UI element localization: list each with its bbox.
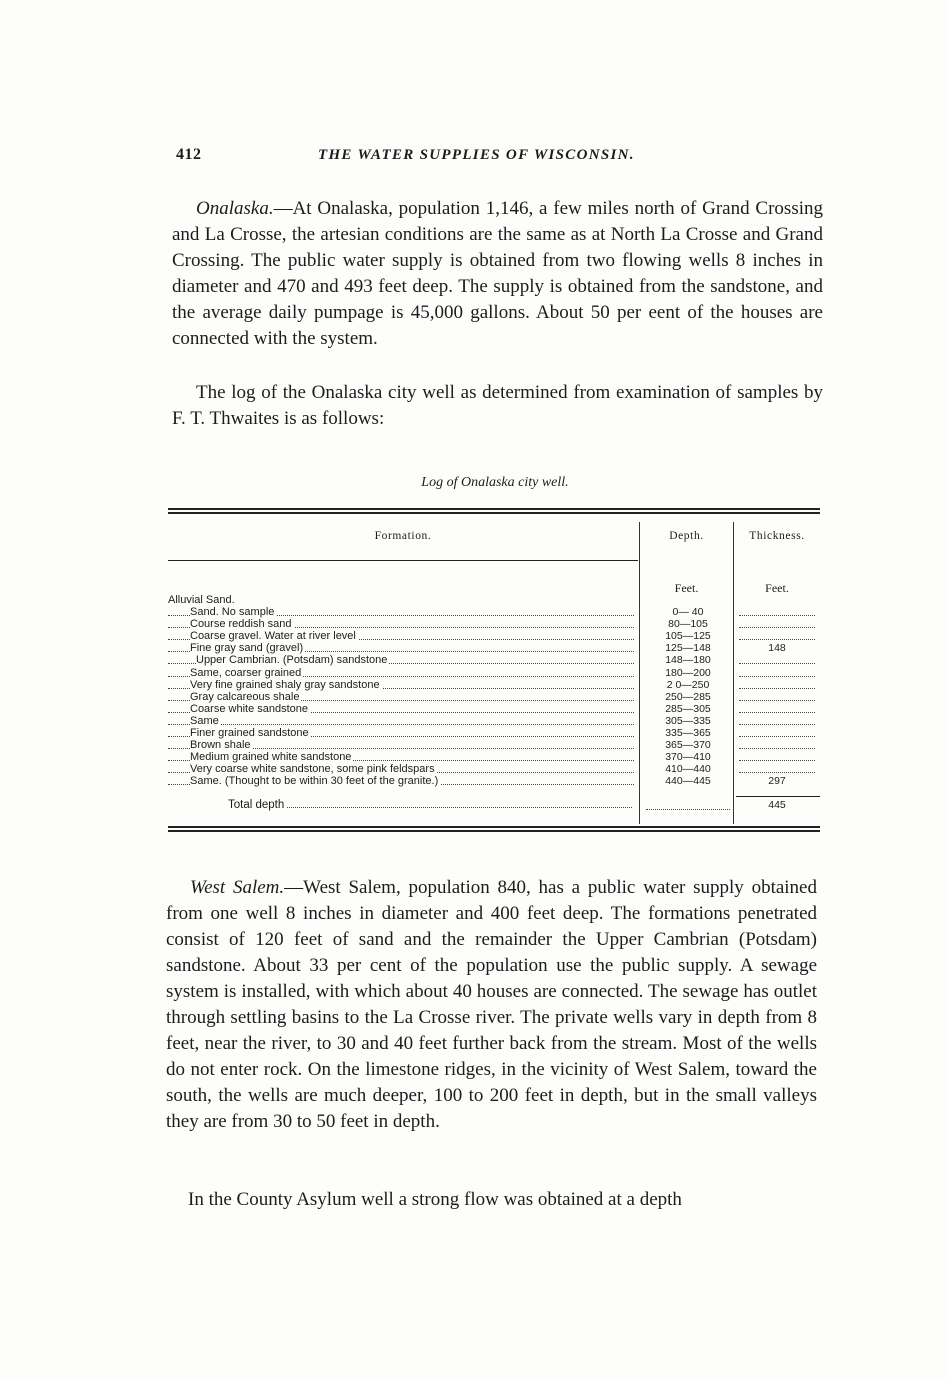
thickness-header: Thickness. (749, 530, 805, 542)
running-head (176, 146, 826, 170)
thickness-cell: 297 (768, 775, 786, 788)
running-head-title: THE WATER SUPPLIES OF WISCONSIN. (318, 147, 635, 163)
table-row (168, 654, 820, 666)
west-salem-text: —West Salem, population 840, has a public water supply obtained from one well 8 inches in diameter and 400 feet deep. The formations penetrated consist of 120 feet of sand and the remainder the Upper Cambrian (Potsdam) sandstone. About 33 per cent of the population use the public supply. A sewage system is installed, with which about 40 houses are connected. The sewage has outlet through settling basins to the La Crosse river. The private wells vary in depth from 8 feet, near the river, to 30 and 40 feet further back from the stream. Most of the wells do not enter rock. On the limestone ridges, in the vicinity of West Salem, toward the south, the wells are much deeper, 100 to 200 feet in depth, but in the small valleys they are from 30 to 50 feet in depth. (166, 877, 817, 1132)
depth-cell: 80—105 (668, 618, 708, 631)
total-thickness-cell: 445 (768, 799, 786, 811)
table-row (168, 630, 820, 642)
table-row (168, 739, 820, 751)
depth-cell: 365—370 (665, 739, 711, 752)
total-row (168, 799, 820, 815)
depth-cell: 250—285 (665, 690, 711, 703)
table-bottom-rule-inner (168, 830, 820, 832)
depth-header: Depth. (669, 530, 704, 542)
log-table (168, 508, 820, 840)
depth-cell: 285—305 (665, 702, 711, 715)
table-row (168, 715, 820, 727)
formation-cell: Same. (Thought to be within 30 feet of the granite.) (168, 775, 636, 787)
formation-cell: Coarse gravel. Water at river level (168, 630, 636, 642)
table-row (168, 691, 820, 703)
thickness-unit: Feet. (765, 581, 789, 595)
thickness-cell (737, 727, 817, 739)
onalaska-paragraph (172, 196, 823, 352)
table-row (168, 727, 820, 739)
page-number: 412 (176, 146, 202, 163)
formation-cell: Alluvial Sand. (168, 594, 235, 606)
log-intro-paragraph: The log of the Onalaska city well as determined from examination of samples by F. T. Thwaites is as follows: (172, 382, 823, 429)
depth-cell: 125—148 (665, 642, 711, 655)
onalaska-lead: Onalaska. (196, 198, 274, 219)
table-row (168, 594, 820, 606)
depth-cell: 2 0—250 (666, 678, 710, 691)
thickness-cell (737, 739, 817, 751)
table-row (168, 667, 820, 679)
thickness-cell (737, 618, 817, 630)
table-row (168, 775, 820, 787)
header-bottom-rule (168, 560, 638, 561)
thickness-cell (737, 667, 817, 679)
formation-cell: Same (168, 715, 636, 727)
table-row (168, 642, 820, 654)
depth-cell: 440—445 (665, 775, 711, 788)
formation-cell: Coarse white sandstone (168, 703, 636, 715)
depth-cell: 148—180 (665, 654, 711, 667)
thickness-cell (737, 751, 817, 763)
total-depth-cell (644, 799, 732, 813)
table-row (168, 606, 820, 618)
formation-header: Formation. (374, 530, 432, 542)
formation-cell: Finer grained sandstone (168, 727, 636, 739)
depth-cell: 305—335 (665, 714, 711, 727)
formation-cell: Sand. No sample (168, 606, 636, 618)
depth-unit: Feet. (674, 581, 699, 595)
formation-cell: Very coarse white sandstone, some pink feldspars (168, 763, 636, 775)
table-top-rule (168, 508, 820, 510)
formation-cell: Course reddish sand (168, 618, 636, 630)
depth-cell: 370—410 (665, 751, 711, 764)
county-asylum-paragraph: In the County Asylum well a strong flow was obtained at a depth (188, 1189, 682, 1210)
formation-cell: Brown shale (168, 739, 636, 751)
thickness-cell (737, 679, 817, 691)
formation-cell: Upper Cambrian. (Potsdam) sandstone (168, 654, 636, 666)
thickness-cell (737, 763, 817, 775)
formation-cell: Fine gray sand (gravel) (168, 642, 636, 654)
table-row (168, 679, 820, 691)
thickness-cell: 148 (768, 642, 786, 655)
thickness-cell (737, 703, 817, 715)
formation-cell: Gray calcareous shale (168, 691, 636, 703)
formation-cell: Same, coarser grained (168, 667, 636, 679)
subtotal-rule (736, 796, 820, 797)
table-row (168, 618, 820, 630)
table-top-rule-inner (168, 512, 820, 514)
depth-cell: 105—125 (665, 630, 711, 643)
onalaska-text: —At Onalaska, population 1,146, a few miles north of Grand Crossing and La Crosse, the artesian conditions are the same as at North La Crosse and Grand Crossing. The public water supply is obtained from two flowing wells 8 inches in diameter and 470 and 493 feet deep. The supply is obtained from the sandstone, and the average daily pumpage is 45,000 gallons. About 50 per eent of the houses are connected with the system. (172, 198, 823, 349)
table-caption: Log of Onalaska city well. (421, 475, 569, 490)
table-row (168, 763, 820, 775)
thickness-cell (737, 654, 817, 666)
total-label-cell: Total depth (228, 799, 634, 811)
depth-cell: 180—200 (665, 666, 711, 679)
thickness-cell (737, 606, 817, 618)
table-row (168, 751, 820, 763)
table-bottom-rule (168, 826, 820, 828)
table-row (168, 703, 820, 715)
thickness-cell (737, 691, 817, 703)
formation-cell: Very fine grained shaly gray sandstone (168, 679, 636, 691)
formation-cell: Medium grained white sandstone (168, 751, 636, 763)
table-body (168, 594, 820, 788)
west-salem-lead: West Salem. (190, 877, 285, 898)
depth-cell: 0— 40 (672, 606, 704, 619)
depth-cell: 410—440 (665, 763, 711, 776)
thickness-cell (737, 715, 817, 727)
depth-cell: 335—365 (665, 727, 711, 740)
thickness-cell (737, 630, 817, 642)
west-salem-paragraph (166, 875, 817, 1135)
